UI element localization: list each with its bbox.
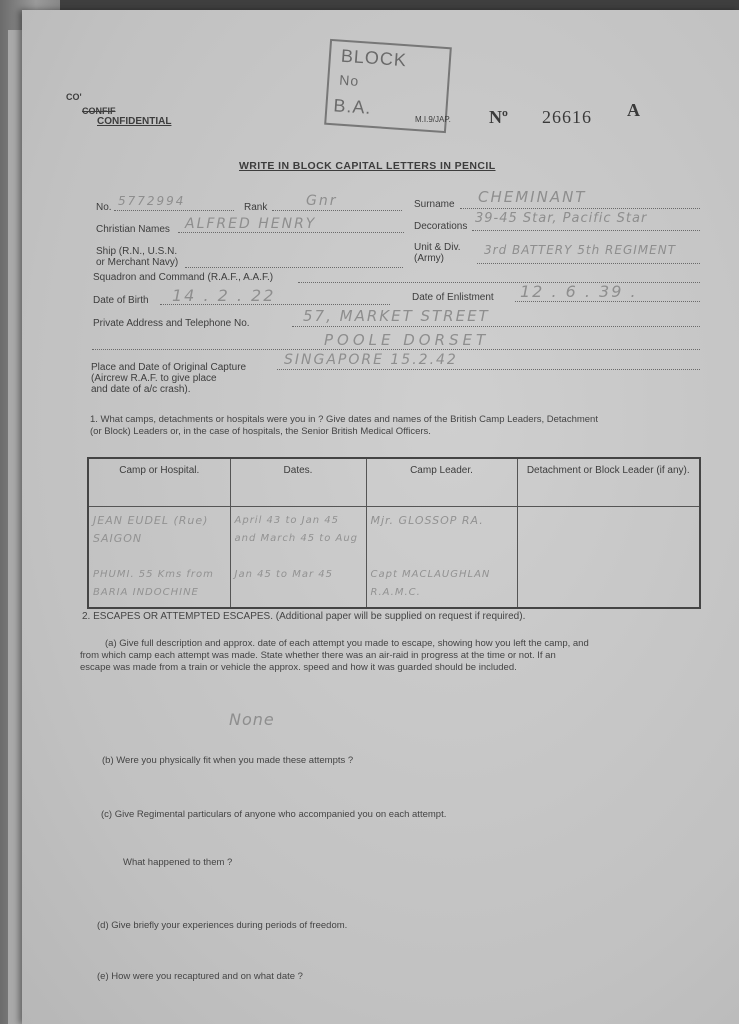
address-line-1: 57, MARKET STREET: [303, 307, 490, 325]
surname-value: CHEMINANT: [478, 188, 587, 206]
cell-detachment-leader: [519, 562, 699, 570]
header-dates: Dates.: [230, 458, 366, 507]
rank-label: Rank: [244, 202, 268, 213]
rank-line: [272, 210, 402, 211]
decorations-line: [472, 230, 700, 231]
ship-label-2: or Merchant Navy): [96, 257, 179, 268]
question-1-line-2: (or Block) Leaders or, in the case of hospitals, the Senior British Medical Officers.: [90, 426, 431, 437]
capture-value: SINGAPORE 15.2.42: [284, 352, 458, 368]
no-label: No.: [96, 202, 112, 213]
unit-label-2: (Army): [414, 253, 444, 264]
address-underline-2: [92, 349, 700, 350]
header-camp-leader: Camp Leader.: [366, 458, 517, 507]
address-underline-1: [292, 326, 700, 327]
question-2a-line-1: (a) Give full description and approx. date of each attempt you made to escape, showing how you left the camp, and: [105, 638, 589, 649]
no-line: [114, 210, 234, 211]
enlistment-line: [515, 301, 700, 302]
question-2a-line-3: escape was made from a train or vehicle the approx. speed and how it was guarded should be included.: [80, 662, 517, 673]
confidential-struck: CONFIF: [82, 106, 116, 116]
serial-number: 26616: [542, 107, 592, 127]
cell-dates: Jan 45 to Mar 45: [234, 569, 333, 580]
ship-line: [185, 267, 403, 268]
cell-camp: JEAN EUDEL (Rue) SAIGON: [93, 514, 209, 545]
address-line-2: POOLE DORSET: [324, 331, 490, 349]
cell-camp-leader: Mjr. GLOSSOP RA.: [370, 514, 484, 527]
christian-names-label: Christian Names: [96, 224, 170, 235]
cell-detachment-leader: [519, 508, 699, 516]
no-value: 5772994: [118, 194, 186, 208]
question-2b: (b) Were you physically fit when you made these attempts ?: [102, 755, 354, 766]
decorations-label: Decorations: [414, 221, 468, 232]
stamp-text-block: BLOCK: [340, 45, 408, 71]
question-2d: (d) Give briefly your experiences during periods of freedom.: [97, 920, 348, 931]
answer-2a: None: [229, 710, 275, 729]
squadron-label: Squadron and Command (R.A.F., A.A.F.): [93, 272, 274, 283]
unit-value: 3rd BATTERY 5th REGIMENT: [484, 243, 677, 257]
decorations-value: 39-45 Star, Pacific Star: [475, 211, 648, 226]
header-detachment-leader: Detachment or Block Leader (if any).: [517, 458, 700, 507]
camp-table: [87, 457, 701, 609]
dob-label: Date of Birth: [93, 295, 149, 306]
cell-camp-leader: Capt MACLAUGHLAN R.A.M.C.: [370, 569, 491, 598]
ship-label-1: Ship (R.N., U.S.N.: [96, 246, 178, 257]
form-page: [22, 10, 739, 1024]
unit-line: [477, 263, 700, 264]
table-row: [88, 561, 700, 608]
question-2c-followup: What happened to them ?: [123, 857, 233, 868]
dob-value: 14 . 2 . 22: [172, 286, 276, 305]
capture-label-2: (Aircrew R.A.F. to give place: [91, 373, 217, 384]
form-reference: M.I.9/JAP.: [415, 115, 451, 124]
squadron-line: [298, 282, 700, 283]
serial-suffix: A: [627, 100, 640, 120]
question-2e: (e) How were you recaptured and on what date ?: [97, 971, 303, 982]
table-row: [88, 507, 700, 562]
stamp-text-ba: B.A.: [332, 95, 373, 118]
surname-line: [460, 208, 700, 209]
capture-line: [277, 369, 700, 370]
enlistment-value: 12 . 6 . 39 .: [520, 282, 638, 301]
christian-names-line: [178, 232, 404, 233]
rank-value: Gnr: [306, 193, 338, 209]
unit-label-1: Unit & Div.: [414, 242, 461, 253]
confidential-label: CONFIDENTIAL: [97, 116, 172, 127]
co-mark: CO': [66, 92, 82, 102]
christian-names-value: ALFRED HENRY: [185, 216, 317, 232]
cell-dates: April 43 to Jan 45 and March 45 to Aug: [234, 515, 359, 544]
table-header-row: [88, 458, 700, 507]
cell-camp: PHUMI. 55 Kms from BARIA INDOCHINE: [93, 569, 214, 598]
instruction-heading: WRITE IN BLOCK CAPITAL LETTERS IN PENCIL: [239, 160, 496, 172]
enlistment-label: Date of Enlistment: [412, 292, 494, 303]
surname-label: Surname: [414, 199, 455, 210]
capture-label-3: and date of a/c crash).: [91, 384, 191, 395]
question-1-line-1: 1. What camps, detachments or hospitals were you in ? Give dates and names of the British Camp Leaders, Detachment: [90, 414, 598, 425]
stamp-text-no: No: [338, 71, 360, 89]
question-2c: (c) Give Regimental particulars of anyone who accompanied you on each attempt.: [101, 809, 447, 820]
dob-line: [160, 304, 390, 305]
number-label: Nº: [489, 107, 508, 127]
address-label: Private Address and Telephone No.: [93, 318, 250, 329]
question-2-heading: 2. ESCAPES OR ATTEMPTED ESCAPES. (Additional paper will be supplied on request if required).: [82, 611, 526, 622]
header-camp: Camp or Hospital.: [88, 458, 230, 507]
question-2a-line-2: from which camp each attempt was made. State whether there was an air-raid in progress at the time or not. If an: [80, 650, 556, 661]
capture-label-1: Place and Date of Original Capture: [91, 362, 247, 373]
